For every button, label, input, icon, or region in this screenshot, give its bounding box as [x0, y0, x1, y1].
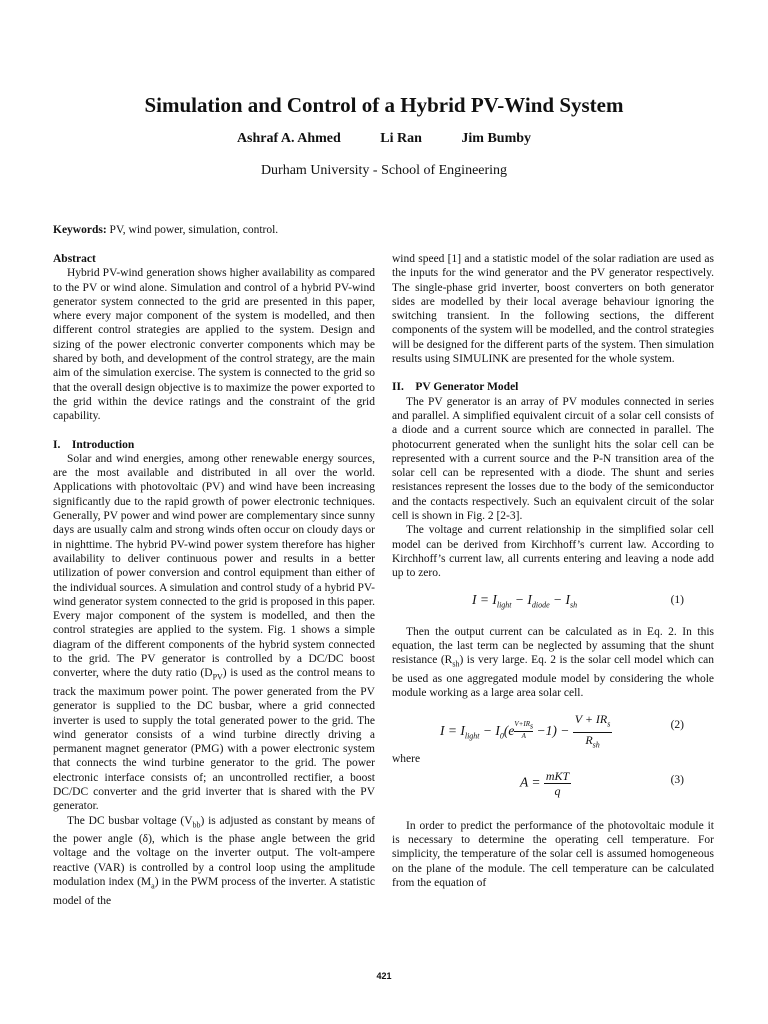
paper-title: Simulation and Control of a Hybrid PV-Wind System — [144, 93, 624, 117]
author-name: Jim Bumby — [461, 131, 532, 146]
section-heading-introduction: I. Introduction — [53, 438, 135, 451]
author-list — [0, 131, 768, 147]
equation-number: (3) — [670, 773, 684, 786]
affiliation: Durham University - School of Engineering — [260, 163, 508, 178]
page-number: 421 — [376, 971, 392, 981]
keywords-text: PV, wind power, simulation, control. — [106, 224, 279, 236]
pv-paragraph-2: The voltage and current relationship in the simplified solar cell model can be derived from Kirchhoff’s current law. According to Kirchhoff’s current law, all currents entering and leaving a node add up to zero. — [392, 524, 714, 580]
left-column — [53, 252, 375, 908]
right-column — [392, 252, 714, 890]
equation-number: (1) — [670, 593, 684, 606]
abstract-heading: Abstract — [53, 253, 96, 265]
equation-1: $I = I_{light} - I_{diode} - I_{sh}$ (1) — [472, 591, 684, 610]
equation-2: $I = I_{light} - I_0(e$ $\frac{V+IR_s}{A}$ −1) − $\frac{V + IR_s}{R_{sh}}$ (2) — [440, 712, 684, 750]
pv-paragraph-1: The PV generator is an array of PV modules connected in series and parallel. A simplified equivalent circuit of a solar cell consists of a diode and a current source which are connected in parallel. The photocurrent generated when the sunlight hits the solar cell can be represented with a current source and the P-N transition area of the solar cell can be represented with a diode. The shunt and series resistances represent the losses due to the body of the semiconductor and the contacts respectively. Such an equivalent circuit of the solar cell is shown in Fig. 2 [2-3]. — [392, 395, 714, 523]
abstract-text: Hybrid PV-wind generation shows higher availability as compared to the PV or wind alone. Simulation and control of a hybrid PV-wind generator system connected to the grid are presented in this paper, where every major component of the system is modelled, and then different control strategies are applied to the system. Design and sizing of the power electronic converter components which may be shared by both, and development of the control strategy, are the main aim of the simulation exercise. The system is connected to the grid so that the overall design objective is to maximize the power exported to the grid within the device ratings and the constraint of the grid capability. — [53, 267, 375, 423]
keywords-label: Keywords: — [53, 224, 107, 236]
keywords — [53, 224, 713, 236]
section-heading-pv-generator: II. PV Generator Model — [392, 381, 519, 394]
intro-paragraph-2: The DC busbar voltage $(V_{bb})$ is adjusted as constant by means of the power angle (δ), which is the phase angle between the grid voltage and the voltage on the inverter output. The volt-ampere reactive (VAR) is controlled by a control loop using the amplitude modulation index $(M_a)$ in the PWM process of the inverter. A statistic model of the — [53, 814, 376, 907]
intro-paragraph-1: Solar and wind energies, among other renewable energy sources, are the most available and distributed in all over the world. Applications with photovoltaic (PV) and wind have been increasing significantly due to the rapid growth of power electronic techniques. Generally, PV power and wind power are complementary since sunny days are usually calm and strong winds often occur on cloudy days or in nighttime. The hybrid PV-wind power system therefore has higher availability to deliver continuous power and results in a better utilization of power conversion and control equipment than either of the individual sources. A simulation and control study of a hybrid PV-wind generator system connected to the grid is proposed in this paper. Every major component of the system is modelled, and then the control strategies are applied to the system. Fig. 1 shows a simple diagram of the different components of the hybrid system connected to the grid. The PV generator is controlled by a DC/DC boost converter, where the duty ratio $(D_{PV})$ is used as the control means to track the maximum power point. The power generated from the PV generator is supplied to the DC busbar, where a grid connected inverter is used to supply the total generated power to the grid. The wind generator consists of a wind turbine directly driving a permanent magnet generator (PMG) with a power electronic system that connects the wind turbine generator to the grid. The power electronic interface consists of; an uncontrolled rectifier, a boost DC/DC converter and the grid inverter that is shared with the PV generator. — [53, 452, 375, 813]
continued-paragraph: wind speed [1] and a statistic model of the solar radiation are used as the inputs for the wind generator and the PV generator respectively. The single-phase grid inverter, boost converters on both generator sides are modelled by their local average behaviour ignoring the switching transient. In the following sections, the different components of the system will be modelled, and the control strategies will be designed for the different parts of the system. Then simulation results using SIMULINK are presented for the whole system. — [392, 253, 714, 366]
where-text: where — [392, 753, 421, 766]
author-name: Ashraf A. Ahmed — [236, 131, 341, 146]
equation-3: A = $\frac{\text{mKT}}{q}$ (3) — [520, 768, 684, 798]
pv-paragraph-3: Then the output current can be calculated as in Eq. 2. In this equation, the last term can be neglected by assuming that the shunt resistance $(R_{sh})$ is very large. Eq. 2 is the solar cell model which can be used as one aggregated module model by considering the whole module working as a large area solar cell. — [392, 625, 714, 700]
equation-number: (2) — [670, 719, 684, 732]
pv-paragraph-4: In order to predict the performance of the photovoltaic module it is necessary to determine the operating cell temperature. For simplicity, the temperature of the solar cell is assumed homogeneous on the plane of the module. The cell temperature can be calculated from the equation of — [392, 819, 714, 889]
author-name: Li Ran — [380, 131, 422, 146]
